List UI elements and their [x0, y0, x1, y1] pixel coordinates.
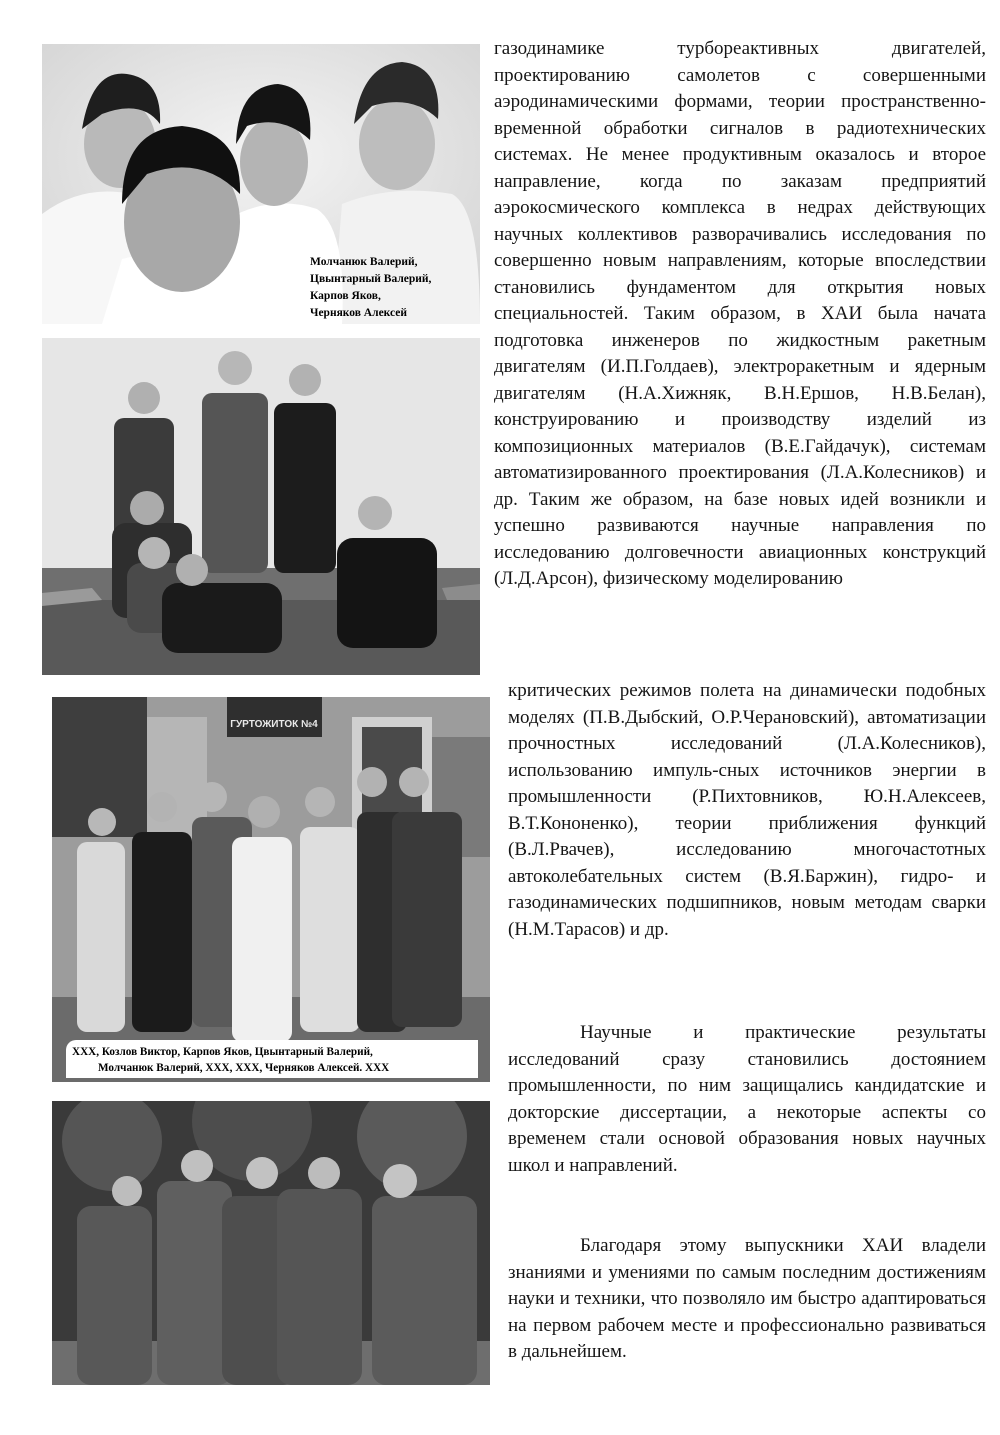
portrait-photo [42, 44, 480, 324]
building-image [52, 697, 490, 1082]
caption-line: ХХХ, Козлов Виктор, Карпов Яков, Цвынтарный Валерий, [72, 1046, 373, 1058]
dormitory-sign: ГУРТОЖИТОК №4 [230, 719, 318, 730]
caption-line: Черняков Алексей [310, 307, 407, 319]
portrait-caption [310, 254, 478, 322]
building-caption [66, 1040, 478, 1078]
military-group-photo [52, 1101, 490, 1385]
paragraph-graduates: Благодаря этому выпускники ХАИ владели знаниями и умениями по самым последним достижениям науки и техники, что позволяло им быстро адаптироваться на первом рабочем месте и профессионально развиваться в дальнейшем. [508, 1235, 986, 1362]
caption-line: Цвынтарный Валерий, [310, 273, 432, 285]
caption-line: Молчанюк Валерий, [310, 256, 418, 268]
text-column-2: критических режимов полета на динамически подобных моделях (П.В.Дыбский, О.Р.Черановский), автоматизации прочностных исследований (Л.А.Колесников), использованию импуль-сных источников энергии в промышленности (Р.Пихтовников, Ю.Н.Алексеев, В.Т.Кононенко), теории приближения функций (В.Л.Рвачев), исследованию многочастотных автоколебательных систем (В.Я.Баржин), гидро- и газодинамических подшипников, новым методам сварки (Н.М.Тарасов) и др. [508, 680, 986, 940]
airfield-group-photo [42, 338, 480, 675]
text-column-1: газодинамике турбореактивных двигателей, проектированию самолетов с совершенными аэродинамическими формами, теории пространственно-временной обработки сигналов в радиотехнических системах. Не менее продуктивным оказалось и второе направление, когда по заказам предприятий аэрокосмического комплекса в недрах действующих научных коллективов разворачивались исследования по совершенно новым направлениям, которые впоследствии становились фундаментом для открытия новых специальностей. Таким образом, в ХАИ была начата подготовка инженеров по жидкостным ракетным двигателям (И.П.Голдаев), электроракетным и ядерным двигателям (Н.А.Хижняк, В.Н.Ершов, Н.В.Белан), конструированию и производству изделий из композиционных материалов (В.Е.Гайдачук), системам автоматизированного проектирования (Л.А.Колесников) и др. Таким же образом, на базе новых идей возникли и успешно развиваются научные направления по исследованию долговечности авиационных конструкций (Л.Д.Арсон), физическому моделированию [494, 38, 986, 589]
paragraph-results: Научные и практические результаты исследований сразу становились достоянием промышленности, по ним защищались кандидатские и докторские диссертации, а некоторые аспекты со временем стали основой образования новых научных школ и направлений. [508, 1022, 986, 1176]
airfield-image [42, 338, 480, 675]
military-image [52, 1101, 490, 1385]
building-group-photo [52, 697, 490, 1082]
caption-line: Молчанюк Валерий, ХХХ, ХХХ, Черняков Алексей. ХХХ [98, 1062, 390, 1074]
caption-line: Карпов Яков, [310, 290, 381, 302]
